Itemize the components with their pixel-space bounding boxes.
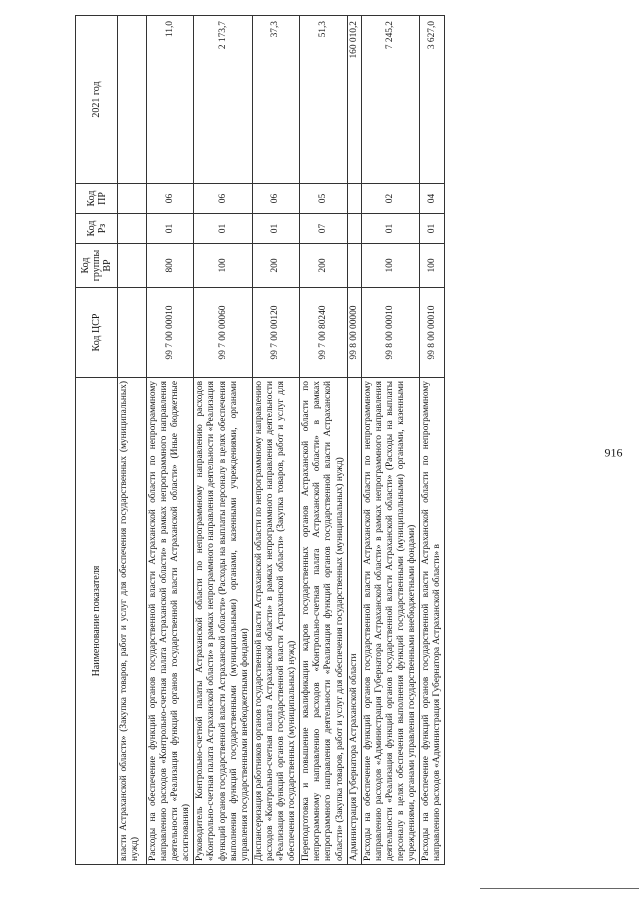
cell-vr: 100 [420, 244, 445, 288]
cell-pr [347, 184, 361, 214]
cell-name: Расходы на обеспечение функций органов государственной власти Астраханской области по непрограммному направлению расходов «Администрация Губернатора Астраханской области» в рамках непрограммного направления деятельности «Реализация функций органов государственной власти Астраханской области» (Расходы на выплаты персоналу в целях обеспечения выполнения функций государственными (муниципальными) органами, казенными учреждениями, органами управления государственными внебюджетными фондами) [361, 378, 419, 865]
table-row [194, 16, 252, 865]
header-amount: 2021 год [76, 16, 118, 184]
cell-name: Переподготовка и повышение квалификации кадров государственных органов Астраханской области по непрограммному направлению расходов «Контрольно-счетная палата Астраханской области» в рамках непрограммного направления деятельности «Реализация функций органов государственной власти Астраханской области» (Закупка товаров, работ и услуг для обеспечения государственных (муниципальных) нужд) [300, 378, 347, 865]
cell-vr [118, 244, 147, 288]
cell-amount: 2 173,7 [194, 16, 252, 184]
table-header-row [76, 16, 118, 865]
cell-rz: 01 [361, 214, 419, 244]
table-row [118, 16, 147, 865]
header-pr: Код ПР [76, 184, 118, 214]
budget-table [75, 15, 445, 865]
cell-pr: 04 [420, 184, 445, 214]
table-row [252, 16, 299, 865]
table-row [361, 16, 419, 865]
cell-rz: 01 [194, 214, 252, 244]
header-rz: Код Рз [76, 214, 118, 244]
cell-rz: 07 [300, 214, 347, 244]
cell-csr: 99 7 00 00060 [194, 288, 252, 378]
cell-amount: 7 245,2 [361, 16, 419, 184]
cell-vr: 800 [147, 244, 194, 288]
cell-pr: 02 [361, 184, 419, 214]
cell-pr: 05 [300, 184, 347, 214]
cell-pr: 06 [252, 184, 299, 214]
table-row [420, 16, 445, 865]
cell-name: Расходы на обеспечение функций органов государственной власти Астраханской области по непрограммному направлению расходов «Контрольно-счетная палата Астраханской области» в рамках непрограммного направления деятельности «Реализация функций органов государственной власти Астраханской области» (Иные бюджетные ассигнования) [147, 378, 194, 865]
cell-name: Диспансеризация работников органов государственной власти Астраханской области по непрограммному направлению расходов «Контрольно-счетная палата Астраханской области» в рамках непрограммного направления деятельности «Реализация функций органов государственной власти Астраханской области» (Закупка товаров, работ и услуг для обеспечения государственных (муниципальных) нужд) [252, 378, 299, 865]
cell-csr: 99 7 00 00120 [252, 288, 299, 378]
cell-name: Администрация Губернатора Астраханской области [347, 378, 361, 865]
cell-amount: 51,3 [300, 16, 347, 184]
page-number: 916 [604, 445, 623, 460]
cell-csr: 99 7 00 00010 [147, 288, 194, 378]
cell-rz [118, 214, 147, 244]
cell-name: власти Астраханской области» (Закупка товаров, работ и услуг для обеспечения государственных (муниципальных) нужд) [118, 378, 147, 865]
cell-amount: 3 627,0 [420, 16, 445, 184]
cell-amount [118, 16, 147, 184]
table-row [300, 16, 347, 865]
cell-csr: 99 8 00 00000 [347, 288, 361, 378]
cell-csr: 99 8 00 00010 [361, 288, 419, 378]
cell-pr: 06 [147, 184, 194, 214]
header-csr: Код ЦСР [76, 288, 118, 378]
header-vr: Код группы ВР [76, 244, 118, 288]
cell-amount: 37,3 [252, 16, 299, 184]
cell-pr: 06 [194, 184, 252, 214]
cell-rz: 01 [252, 214, 299, 244]
cell-vr [347, 244, 361, 288]
cell-vr: 200 [300, 244, 347, 288]
cell-csr: 99 8 00 00010 [420, 288, 445, 378]
cell-vr: 200 [252, 244, 299, 288]
bottom-divider [480, 888, 639, 889]
cell-amount: 160 010,2 [347, 16, 361, 184]
cell-rz [347, 214, 361, 244]
table-row [147, 16, 194, 865]
cell-name: Расходы на обеспечение функций органов государственной власти Астраханской области по непрограммному направлению расходов «Администрация Губернатора Астраханской области» в [420, 378, 445, 865]
cell-pr [118, 184, 147, 214]
cell-rz: 01 [420, 214, 445, 244]
cell-vr: 100 [194, 244, 252, 288]
cell-rz: 01 [147, 214, 194, 244]
cell-csr [118, 288, 147, 378]
cell-name: Руководитель Контрольно-счетной палаты Астраханской области по непрограммному направлению расходов «Контрольно-счетная палата Астраханской области» в рамках непрограммного направления деятельности «Реализация функций органов государственной власти Астраханской области» (Расходы на выплаты персоналу в целях обеспечения выполнения функций государственными (муниципальными) органами, казенными учреждениями, органами управления государственными внебюджетными фондами) [194, 378, 252, 865]
cell-vr: 100 [361, 244, 419, 288]
header-name: Наименование показателя [76, 378, 118, 865]
table-row [347, 16, 361, 865]
cell-amount: 11,0 [147, 16, 194, 184]
cell-csr: 99 7 00 80240 [300, 288, 347, 378]
